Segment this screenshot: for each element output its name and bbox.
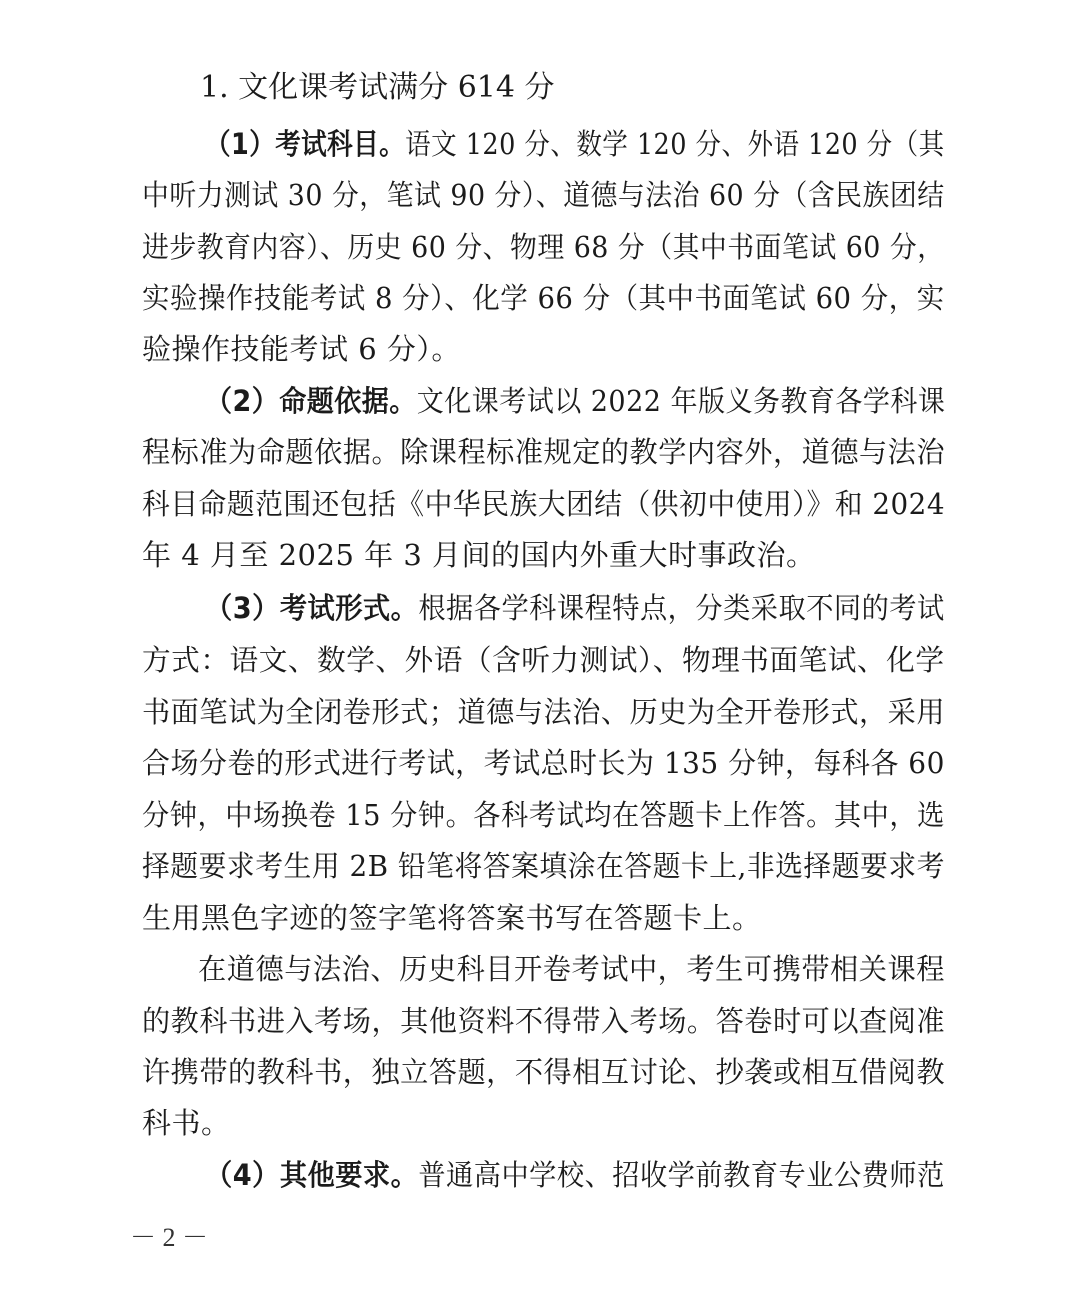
item-4-first-line xyxy=(205,1155,945,1195)
item-2-line-2: 程标准为命题依据。除课程标准规定的教学内容外，道德与法治 xyxy=(142,435,946,469)
item-2-line-4: 年 4 月至 2025 年 3 月间的国内外重大时事政治。 xyxy=(142,538,816,572)
item-4-heading: （4）其他要求。 xyxy=(205,1158,419,1192)
item-2-heading: （2）命题依据。 xyxy=(205,384,417,418)
item-3-line-5: 分钟，中场换卷 15 分钟。各科考试均在答题卡上作答。其中，选 xyxy=(142,798,945,832)
item-1-line-4: 实验操作技能考试 8 分）、化学 66 分（其中书面笔试 60 分，实 xyxy=(142,281,945,315)
item-3-line-7: 生用黑色字迹的签字笔将答案书写在答题卡上。 xyxy=(142,901,762,935)
item-3-line-6: 择题要求考生用 2B 铅笔将答案填涂在答题卡上,非选择题要求考 xyxy=(142,849,945,883)
item-3-heading: （3）考试形式。 xyxy=(205,591,419,625)
item-1-line-5: 验操作技能考试 6 分）。 xyxy=(142,332,461,366)
paragraph-line-1: 在道德与法治、历史科目开卷考试中，考生可携带相关课程 xyxy=(198,952,945,986)
paragraph-line-3: 许携带的教科书，独立答题，不得相互讨论、抄袭或相互借阅教 xyxy=(142,1055,946,1089)
item-1-heading: （1）考试科目。 xyxy=(205,127,406,161)
item-3-first-line xyxy=(205,588,945,628)
item-3-line-1: 根据各学科课程特点，分类采取不同的考试 xyxy=(418,591,945,625)
item-2-line-3: 科目命题范围还包括《中华民族大团结（供初中使用）》和 2024 xyxy=(142,487,946,521)
item-2-line-1: 文化课考试以 2022 年版义务教育各学科课 xyxy=(416,384,946,418)
item-2-first-line xyxy=(205,381,945,421)
item-3-line-4: 合场分卷的形式进行考试，考试总时长为 135 分钟，每科各 60 xyxy=(142,746,945,780)
item-1-line-1: 语文 120 分、数学 120 分、外语 120 分（其 xyxy=(405,127,945,161)
item-4-line-1: 普通高中学校、招收学前教育专业公费师范 xyxy=(418,1158,945,1192)
item-1-line-3: 进步教育内容）、历史 60 分、物理 68 分（其中书面笔试 60 分， xyxy=(142,230,945,264)
paragraph-line-4: 科书。 xyxy=(142,1106,231,1140)
item-1-line-2: 中听力测试 30 分，笔试 90 分）、道德与法治 60 分（含民族团结 xyxy=(142,178,945,212)
item-3-line-2: 方式：语文、数学、外语（含听力测试）、物理书面笔试、化学 xyxy=(142,643,945,677)
paragraph-line-2: 的教科书进入考场，其他资料不得带入考场。答卷时可以查阅准 xyxy=(142,1004,946,1038)
item-1-first-line xyxy=(205,124,945,164)
page-number: － 2 － xyxy=(130,1223,209,1252)
item-3-line-3: 书面笔试为全闭卷形式；道德与法治、历史为全开卷形式，采用 xyxy=(142,695,946,729)
section-title: 1. 文化课考试满分 614 分 xyxy=(200,70,555,105)
